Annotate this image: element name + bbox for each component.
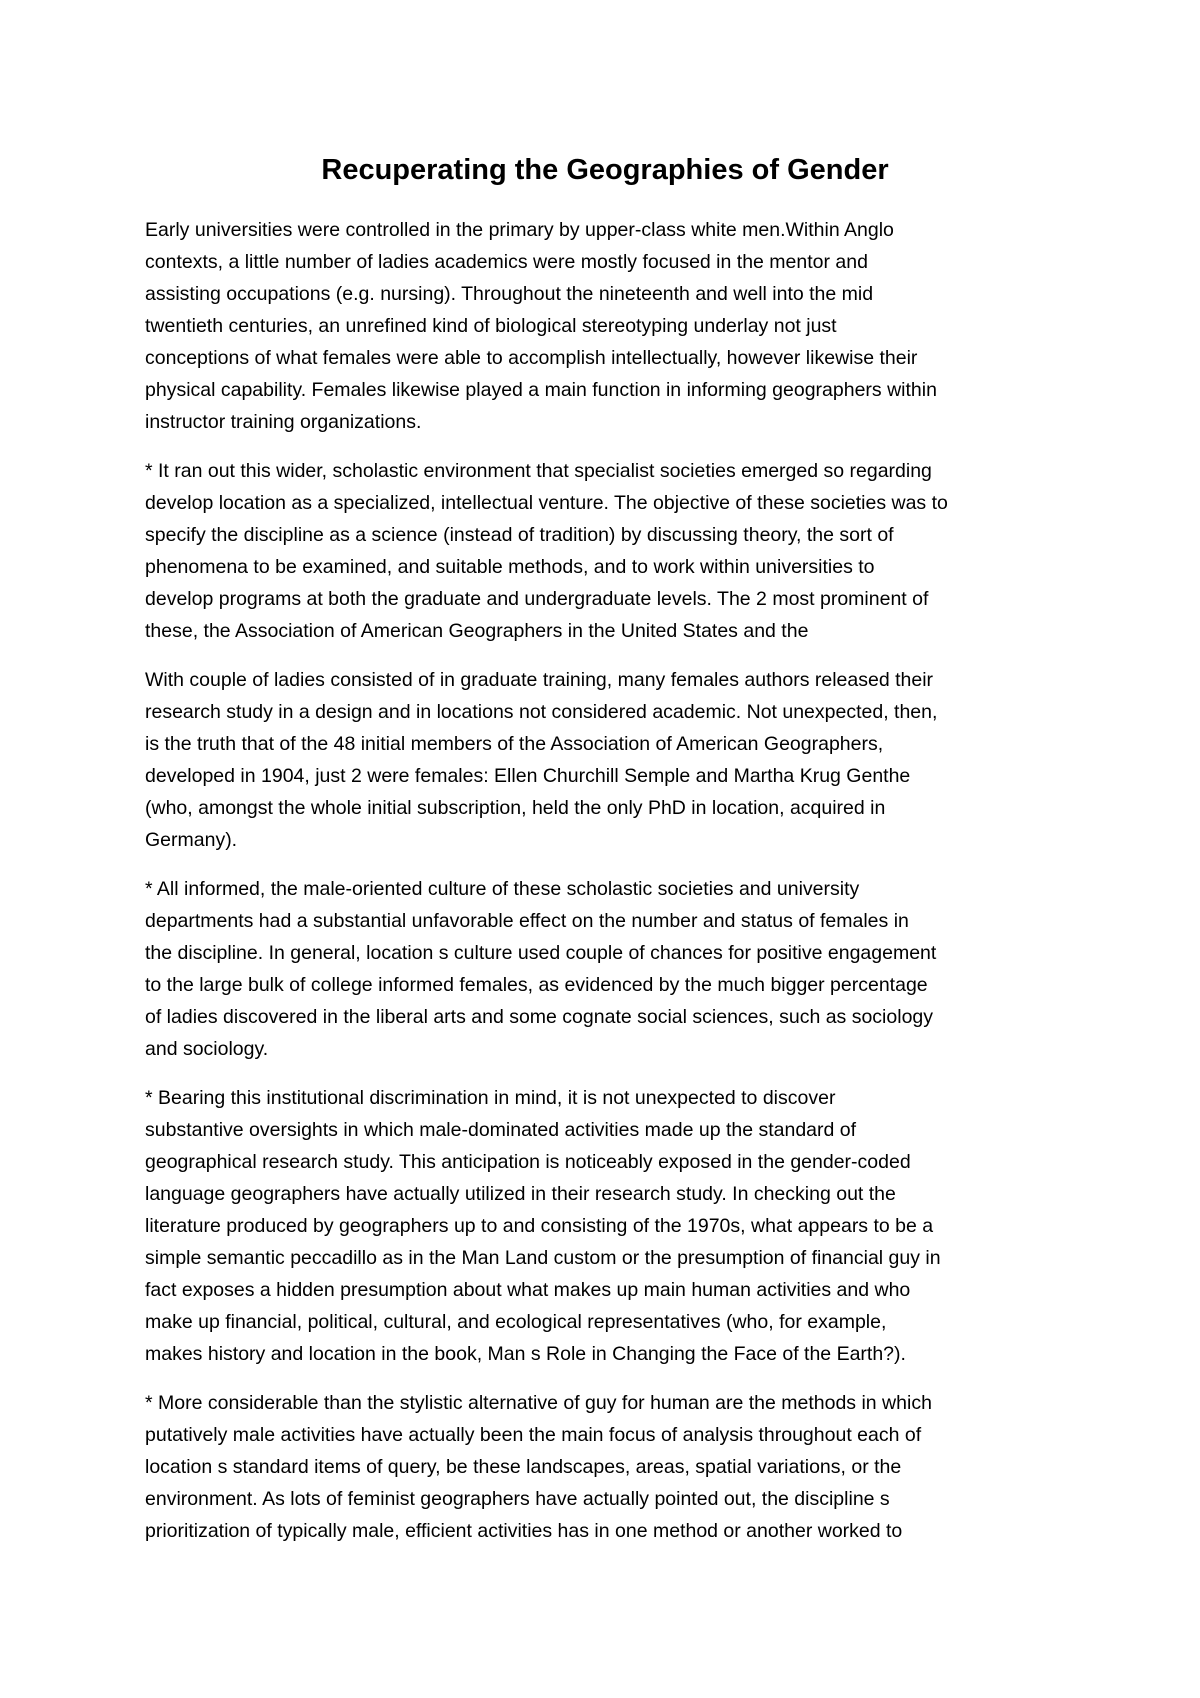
text-line: is the truth that of the 48 initial members of the Association of American Geographers, <box>145 733 884 755</box>
text-line: * Bearing this institutional discrimination in mind, it is not unexpected to discover <box>145 1087 836 1109</box>
paragraph <box>145 664 1065 856</box>
text-line: (who, amongst the whole initial subscription, held the only PhD in location, acquired in <box>145 797 886 819</box>
text-line: of ladies discovered in the liberal arts and some cognate social sciences, such as sociology <box>145 1006 934 1028</box>
text-line: twentieth centuries, an unrefined kind of biological stereotyping underlay not just <box>145 315 837 337</box>
text-line: With couple of ladies consisted of in graduate training, many females authors released their <box>145 669 934 691</box>
text-line: language geographers have actually utilized in their research study. In checking out the <box>145 1183 896 1205</box>
text-line: departments had a substantial unfavorable effect on the number and status of females in <box>145 910 909 932</box>
text-line: the discipline. In general, location s culture used couple of chances for positive engagement <box>145 942 937 964</box>
text-line: substantive oversights in which male-dominated activities made up the standard of <box>145 1119 857 1141</box>
text-line: research study in a design and in locations not considered academic. Not unexpected, then, <box>145 701 938 723</box>
text-line: * More considerable than the stylistic alternative of guy for human are the methods in which <box>145 1392 932 1414</box>
paragraph <box>145 1387 1065 1547</box>
text-line: make up financial, political, cultural, and ecological representatives (who, for example, <box>145 1311 887 1333</box>
paragraph <box>145 1082 1065 1370</box>
text-line: conceptions of what females were able to accomplish intellectually, however likewise their <box>145 347 918 369</box>
text-line: literature produced by geographers up to and consisting of the 1970s, what appears to be a <box>145 1215 934 1237</box>
paragraph <box>145 873 1065 1065</box>
text-line: specify the discipline as a science (instead of tradition) by discussing theory, the sort of <box>145 524 894 546</box>
text-line: location s standard items of query, be these landscapes, areas, spatial variations, or the <box>145 1456 902 1478</box>
text-line: to the large bulk of college informed females, as evidenced by the much bigger percentage <box>145 974 928 996</box>
text-line: phenomena to be examined, and suitable methods, and to work within universities to <box>145 556 875 578</box>
paragraph <box>145 455 1065 647</box>
text-line: makes history and location in the book, Man s Role in Changing the Face of the Earth?). <box>145 1343 906 1365</box>
text-line: instructor training organizations. <box>145 411 422 433</box>
text-line: and sociology. <box>145 1038 269 1060</box>
text-line: developed in 1904, just 2 were females: Ellen Churchill Semple and Martha Krug Genthe <box>145 765 911 787</box>
document-title: Recuperating the Geographies of Gender <box>321 154 889 186</box>
document-body <box>145 150 1065 1564</box>
text-line: contexts, a little number of ladies academics were mostly focused in the mentor and <box>145 251 868 273</box>
paragraph <box>145 214 1065 438</box>
text-line: simple semantic peccadillo as in the Man Land custom or the presumption of financial guy in <box>145 1247 941 1269</box>
text-line: putatively male activities have actually been the main focus of analysis throughout each of <box>145 1424 922 1446</box>
text-line: fact exposes a hidden presumption about what makes up main human activities and who <box>145 1279 911 1301</box>
text-line: assisting occupations (e.g. nursing). Throughout the nineteenth and well into the mid <box>145 283 874 305</box>
text-line: develop location as a specialized, intellectual venture. The objective of these societies was to <box>145 492 948 514</box>
text-line: geographical research study. This anticipation is noticeably exposed in the gender-coded <box>145 1151 911 1173</box>
text-line: * It ran out this wider, scholastic environment that specialist societies emerged so regarding <box>145 460 932 482</box>
text-line: * All informed, the male-oriented culture of these scholastic societies and university <box>145 878 860 900</box>
text-line: prioritization of typically male, efficient activities has in one method or another worked to <box>145 1520 903 1542</box>
text-line: these, the Association of American Geographers in the United States and the <box>145 620 809 642</box>
text-line: Early universities were controlled in the primary by upper-class white men.Within Anglo <box>145 219 894 241</box>
text-line: develop programs at both the graduate and undergraduate levels. The 2 most prominent of <box>145 588 929 610</box>
text-line: physical capability. Females likewise played a main function in informing geographers within <box>145 379 937 401</box>
text-line: Germany). <box>145 829 238 851</box>
text-line: environment. As lots of feminist geographers have actually pointed out, the discipline s <box>145 1488 890 1510</box>
